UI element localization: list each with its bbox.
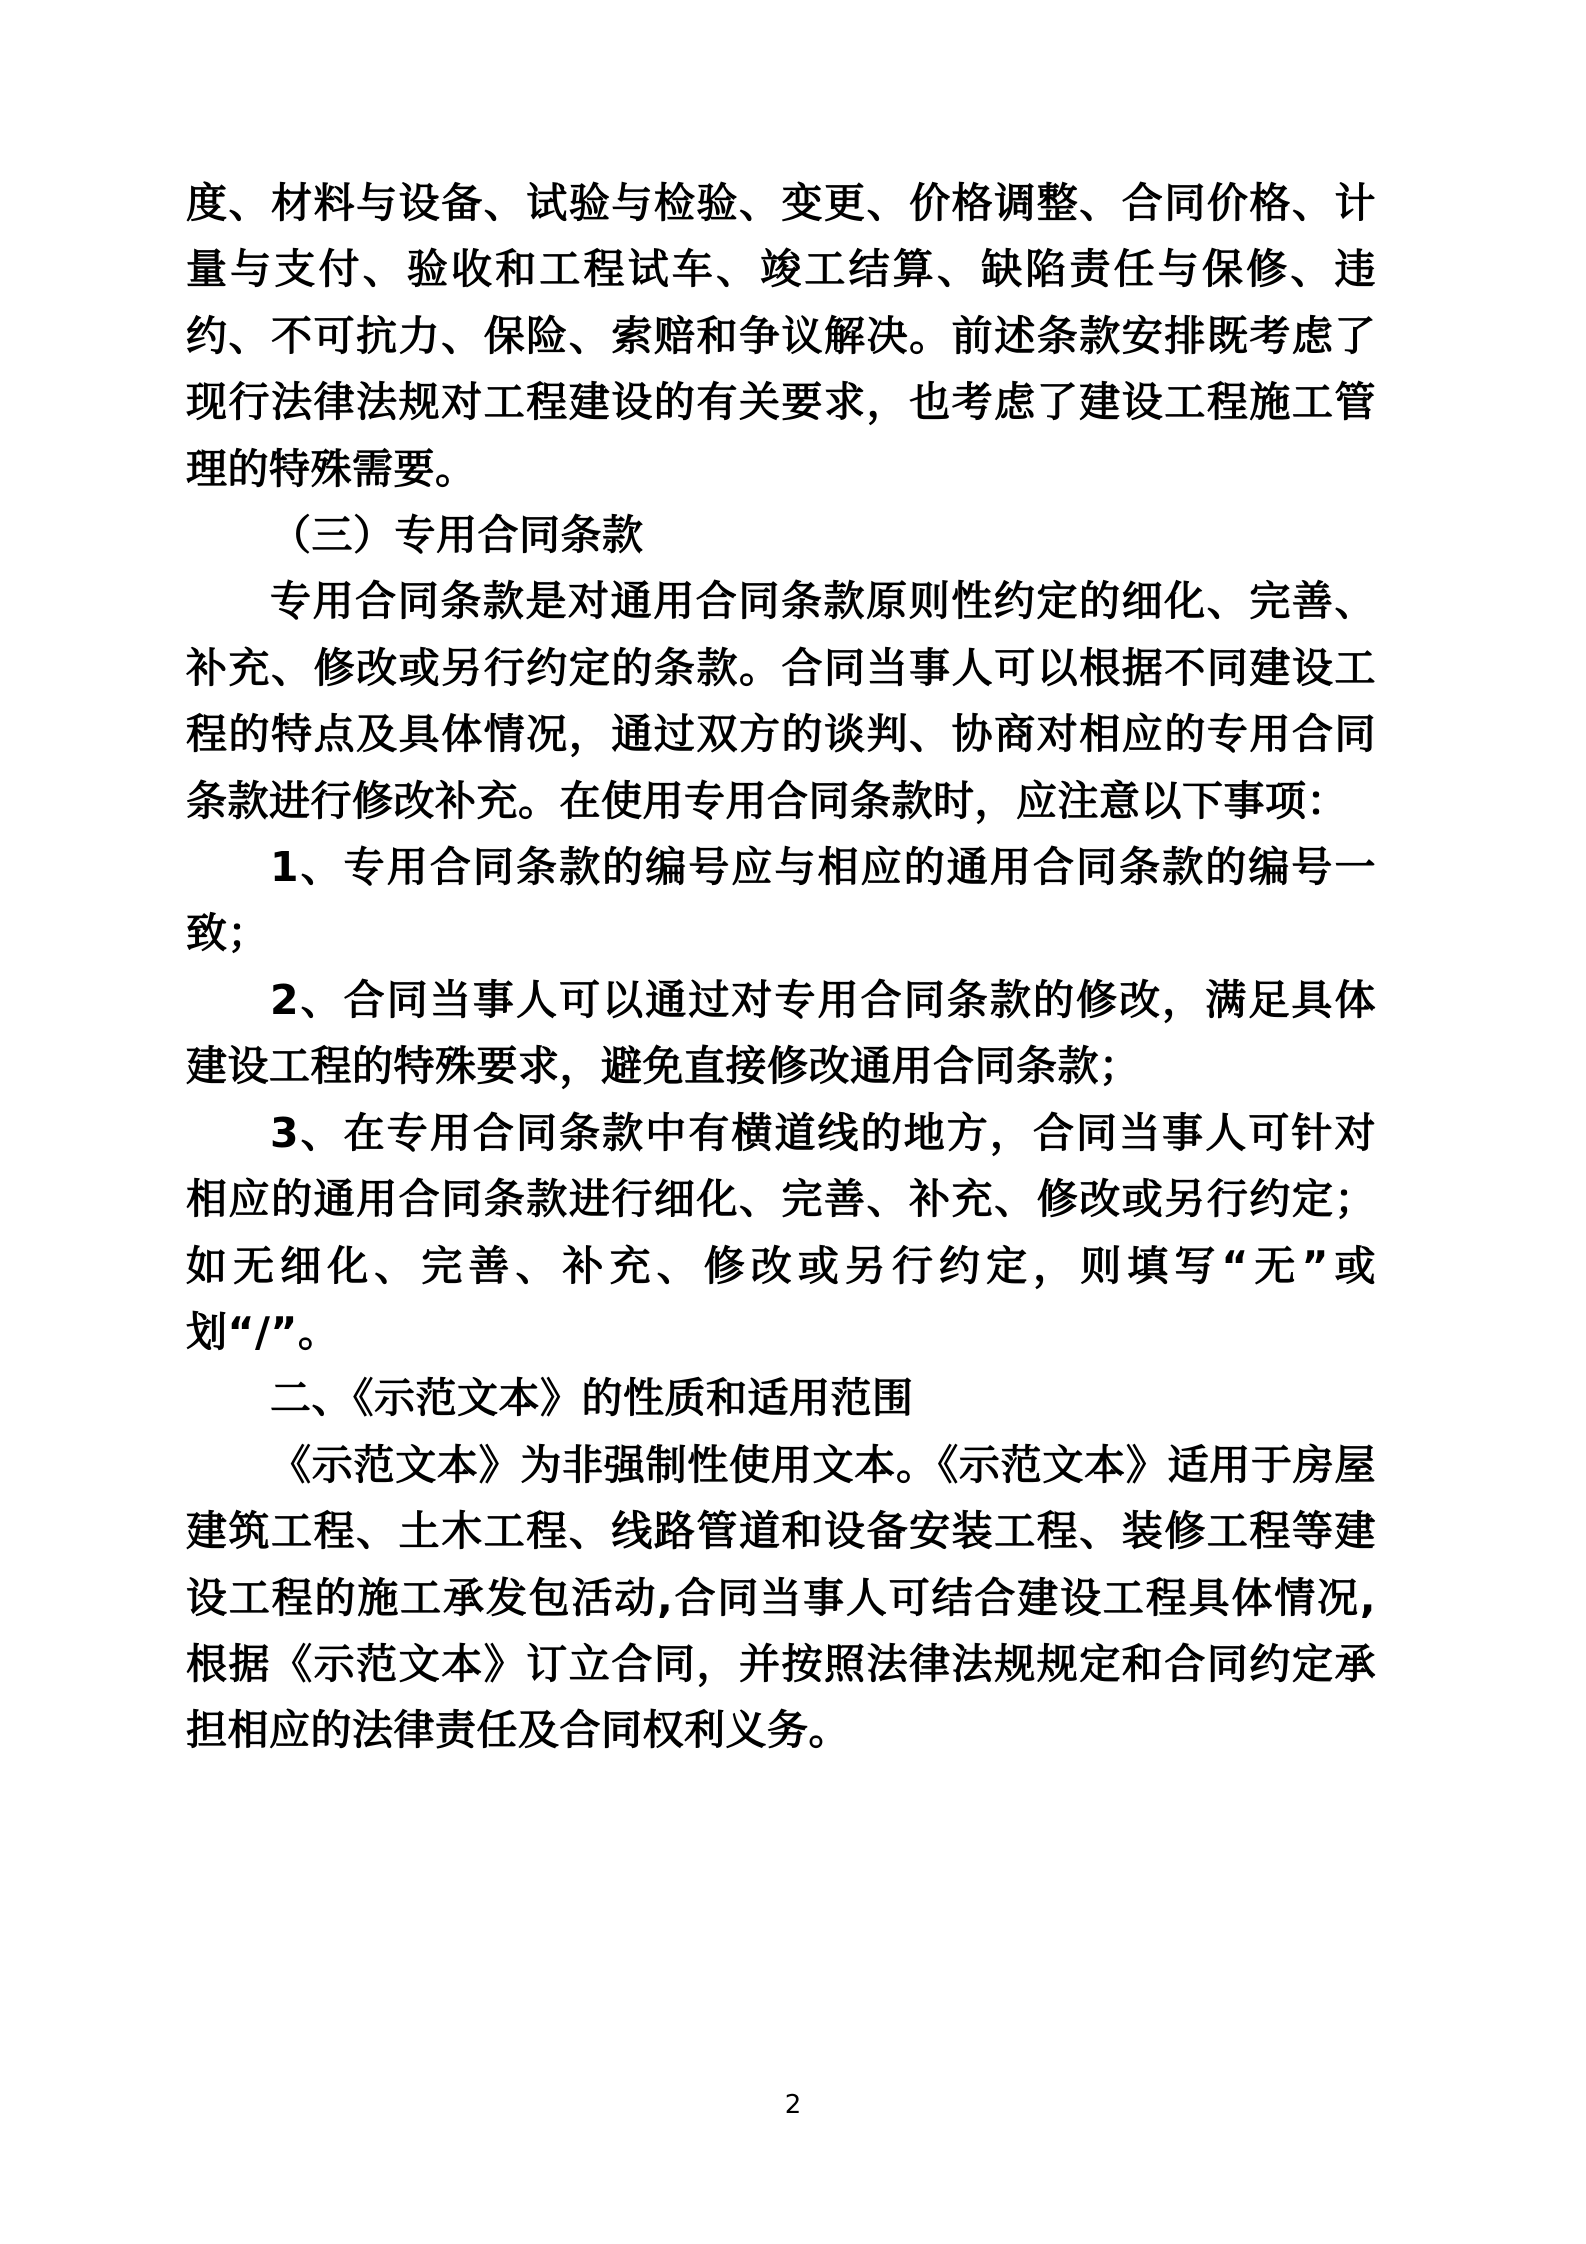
paragraph-item-3: 3、在专用合同条款中有横道线的地方，合同当事人可针对相应的通用合同条款进行细化、完善、补充、修改或另行约定；如无细化、完善、补充、修改或另行约定，则填写“无”或划“/”。 [186,1108,1376,1356]
paragraph-heading-special-terms: （三）专用合同条款 [270,511,644,560]
document-body [186,170,1376,1764]
paragraph-continuation-clause-list: 度、材料与设备、试验与检验、变更、价格调整、合同价格、计量与支付、验收和工程试车、竣工结算、缺陷责任与保修、违约、不可抗力、保险、索赔和争议解决。前述条款安排既考虑了现行法律法规对工程建设的有关要求，也考虑了建设工程施工管理的特殊需要。 [186,179,1376,493]
paragraph-special-terms-description: 专用合同条款是对通用合同条款原则性约定的细化、完善、补充、修改或另行约定的条款。合同当事人可以根据不同建设工程的特点及具体情况，通过双方的谈判、协商对相应的专用合同条款进行修改补充。在使用专用合同条款时，应注意以下事项： [186,577,1376,825]
paragraph-item-1: 1、专用合同条款的编号应与相应的通用合同条款的编号一致； [186,843,1376,958]
paragraph-nature-and-scope-description: 《示范文本》为非强制性使用文本。《示范文本》适用于房屋建筑工程、土木工程、线路管道和设备安装工程、装修工程等建设工程的施工承发包活动,合同当事人可结合建设工程具体情况,根据《示范文本》订立合同，并按照法律法规规定和合同约定承担相应的法律责任及合同权利义务。 [186,1440,1376,1755]
paragraph-heading-nature-and-scope: 二、《示范文本》的性质和适用范围 [270,1374,914,1423]
paragraph-item-2: 2、合同当事人可以通过对专用合同条款的修改，满足具体建设工程的特殊要求，避免直接修改通用合同条款； [186,975,1376,1091]
page-number: 2 [784,2090,802,2120]
